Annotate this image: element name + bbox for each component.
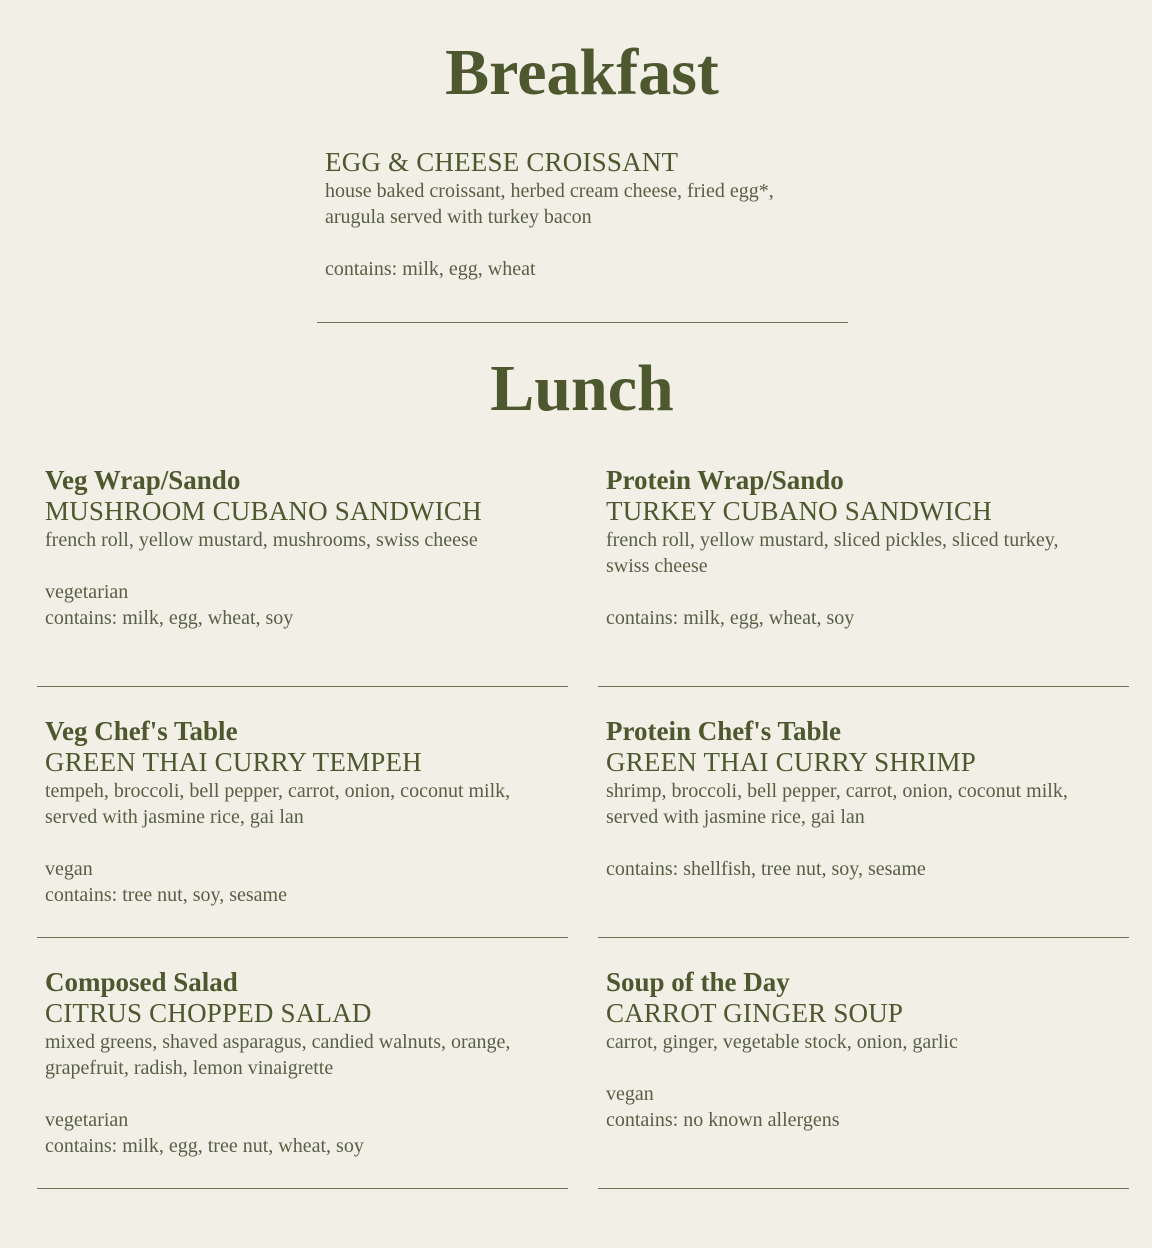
item-description: shrimp, broccoli, bell pepper, carrot, onion, coconut milk, xyxy=(606,780,1068,802)
item-name: EGG & CHEESE CROISSANT xyxy=(325,147,679,177)
item-allergens: contains: milk, egg, wheat, soy xyxy=(606,607,855,629)
item-description: grapefruit, radish, lemon vinaigrette xyxy=(45,1057,334,1079)
item-diet: vegan xyxy=(606,1083,654,1105)
lunch-menu-item xyxy=(45,465,565,631)
item-diet: vegetarian xyxy=(45,1109,129,1131)
item-divider xyxy=(37,937,568,938)
item-diet: vegetarian xyxy=(45,581,129,603)
item-category: Veg Chef's Table xyxy=(45,716,238,746)
lunch-menu-item xyxy=(606,716,1126,882)
item-description: house baked croissant, herbed cream cheese, fried egg*, xyxy=(325,180,774,202)
lunch-menu-item xyxy=(606,967,1126,1133)
item-allergens: contains: shellfish, tree nut, soy, sesame xyxy=(606,858,926,880)
item-category: Soup of the Day xyxy=(606,967,790,997)
lunch-menu-item xyxy=(606,465,1126,631)
section-divider xyxy=(317,322,848,323)
item-description: arugula served with turkey bacon xyxy=(325,206,592,228)
item-description: swiss cheese xyxy=(606,555,708,577)
item-divider xyxy=(598,686,1129,687)
item-allergens: contains: no known allergens xyxy=(606,1109,840,1131)
item-description: tempeh, broccoli, bell pepper, carrot, onion, coconut milk, xyxy=(45,780,511,802)
item-name: CITRUS CHOPPED SALAD xyxy=(45,998,372,1028)
item-name: TURKEY CUBANO SANDWICH xyxy=(606,496,992,526)
item-category: Protein Wrap/Sando xyxy=(606,465,844,495)
item-diet: vegan xyxy=(45,858,93,880)
item-allergens: contains: milk, egg, tree nut, wheat, soy xyxy=(45,1135,364,1157)
item-description: served with jasmine rice, gai lan xyxy=(606,806,865,828)
item-name: MUSHROOM CUBANO SANDWICH xyxy=(45,496,482,526)
item-allergens: contains: milk, egg, wheat, soy xyxy=(45,607,294,629)
item-description: french roll, yellow mustard, sliced pickles, sliced turkey, xyxy=(606,529,1059,551)
item-name: GREEN THAI CURRY TEMPEH xyxy=(45,747,422,777)
item-category: Protein Chef's Table xyxy=(606,716,842,746)
item-description: mixed greens, shaved asparagus, candied walnuts, orange, xyxy=(45,1031,511,1053)
item-category: Veg Wrap/Sando xyxy=(45,465,241,495)
item-allergens: contains: tree nut, soy, sesame xyxy=(45,884,287,906)
breakfast-heading: Breakfast xyxy=(445,36,719,109)
item-divider xyxy=(598,1188,1129,1189)
item-description: french roll, yellow mustard, mushrooms, swiss cheese xyxy=(45,529,478,551)
lunch-heading: Lunch xyxy=(490,352,674,425)
item-name: GREEN THAI CURRY SHRIMP xyxy=(606,747,976,777)
item-description: carrot, ginger, vegetable stock, onion, garlic xyxy=(606,1031,958,1053)
item-description: served with jasmine rice, gai lan xyxy=(45,806,304,828)
item-category: Composed Salad xyxy=(45,967,238,997)
item-divider xyxy=(37,1188,568,1189)
item-divider xyxy=(37,686,568,687)
item-allergens: contains: milk, egg, wheat xyxy=(325,258,536,280)
lunch-menu-item xyxy=(45,716,565,908)
breakfast-menu-item xyxy=(325,146,885,282)
item-divider xyxy=(598,937,1129,938)
lunch-menu-item xyxy=(45,967,565,1159)
item-name: CARROT GINGER SOUP xyxy=(606,998,904,1028)
